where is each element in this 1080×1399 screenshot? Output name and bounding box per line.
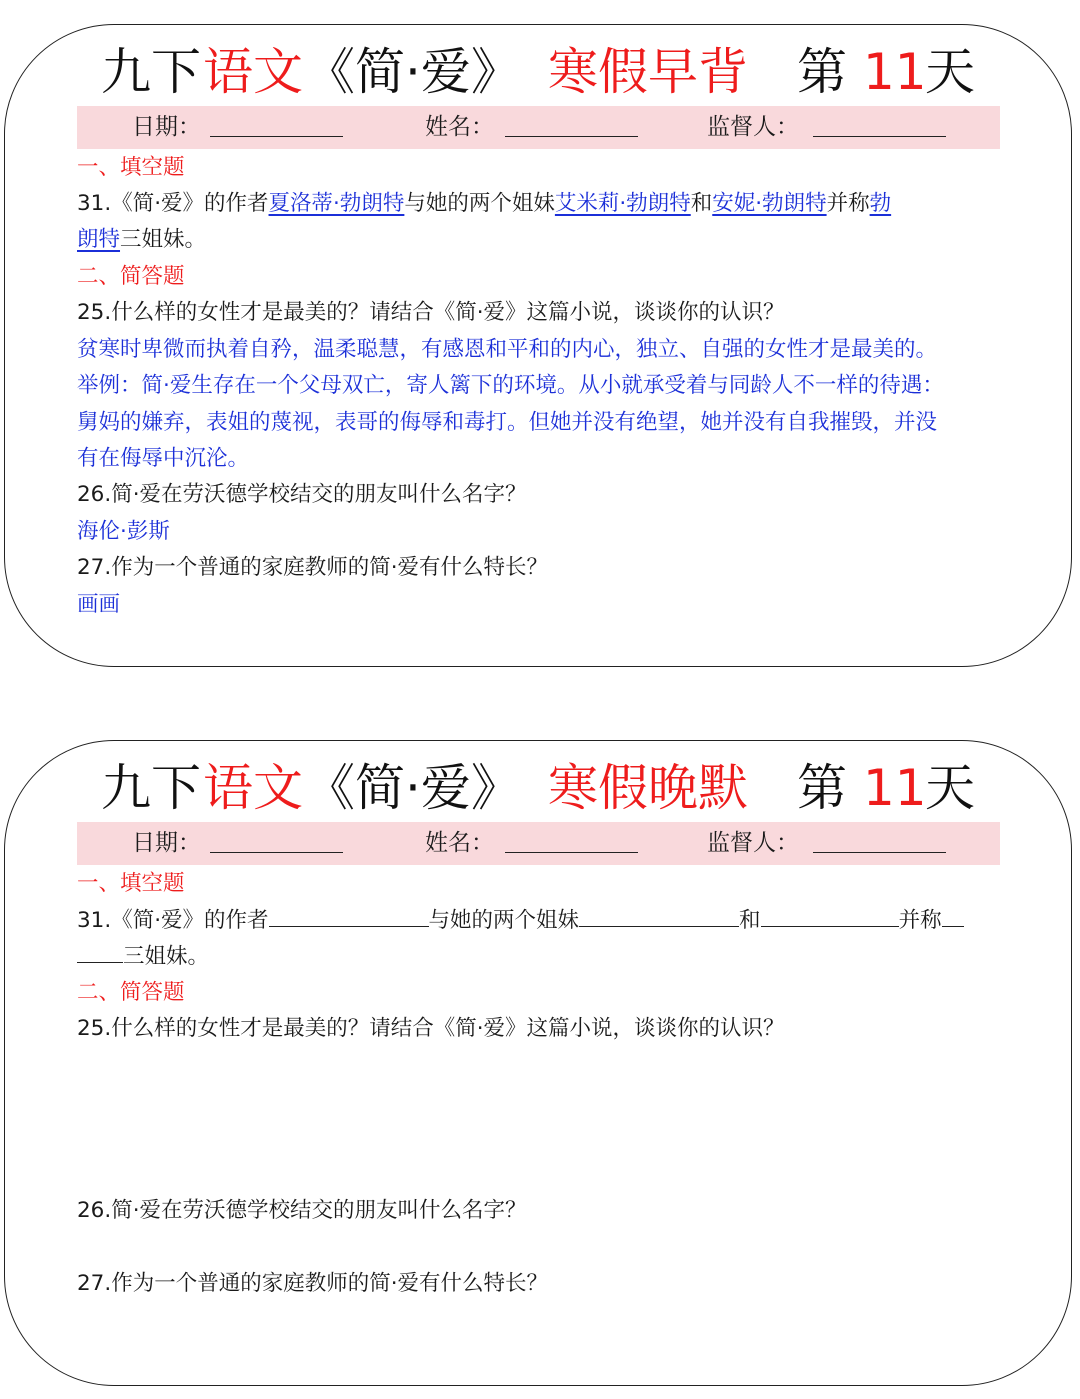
section-short-heading: 二、简答题 — [77, 980, 185, 1005]
section-fill-heading: 一、填空题 — [77, 155, 185, 180]
name-blank[interactable] — [505, 852, 638, 853]
q31-and: 和 — [739, 908, 761, 933]
q31-line-2 — [77, 938, 209, 974]
section-fill-heading: 一、填空题 — [77, 871, 185, 896]
q31-blank-collective-a[interactable] — [942, 902, 964, 927]
recitation-card-morning — [4, 24, 1072, 667]
q27-question: 27.作为一个普通的家庭教师的简·爱有什么特长？ — [77, 555, 549, 580]
q31-prefix: 31.《简·爱》的作者 — [77, 191, 269, 216]
date-label: 日期： — [132, 830, 201, 856]
q31-blank-collective-b[interactable] — [77, 938, 123, 963]
title-subject: 语文 — [203, 43, 303, 101]
supervisor-label: 监督人： — [707, 114, 799, 140]
title-subject: 语文 — [203, 759, 303, 817]
title-session: 寒假早背 — [548, 43, 748, 101]
q31-blank-sister-1[interactable] — [579, 902, 739, 927]
title-session: 寒假晚默 — [548, 759, 748, 817]
title-book: 《简·爱》 — [305, 43, 521, 101]
name-label: 姓名： — [425, 830, 494, 856]
title-day-number: 11 — [863, 759, 927, 817]
q31-blank-sister-2[interactable] — [761, 902, 899, 927]
date-blank[interactable] — [210, 136, 343, 137]
q31-answer-collective-b: 朗特 — [77, 227, 121, 252]
supervisor-blank[interactable] — [813, 136, 946, 137]
q31-mid1: 与她的两个姐妹 — [428, 908, 580, 933]
dictation-card-evening — [4, 740, 1072, 1386]
q31-end: 三姐妹。 — [123, 944, 210, 969]
q26-question: 26.简·爱在劳沃德学校结交的朋友叫什么名字？ — [77, 482, 527, 507]
q31-prefix: 31.《简·爱》的作者 — [77, 908, 269, 933]
q31-blank-author[interactable] — [269, 902, 429, 927]
q31-mid1: 与她的两个姐妹 — [404, 191, 555, 216]
date-label: 日期： — [132, 114, 201, 140]
title-grade: 九下 — [101, 43, 201, 101]
q25-answer-line-3: 舅妈的嫌弃，表姐的蔑视，表哥的侮辱和毒打。但她并没有绝望，她并没有自我摧毁，并没 — [77, 410, 938, 435]
title-day-prefix: 第 — [797, 759, 847, 817]
q31-answer-author: 夏洛蒂·勃朗特 — [268, 191, 405, 216]
q31-line-1 — [77, 902, 964, 938]
q31-answer-sister-2: 安妮·勃朗特 — [712, 191, 827, 216]
q25-question: 25.什么样的女性才是最美的？请结合《简·爱》这篇小说，谈谈你的认识？ — [77, 1016, 785, 1041]
q26-answer: 海伦·彭斯 — [77, 519, 170, 544]
q31-line-2 — [77, 222, 206, 258]
q26-question: 26.简·爱在劳沃德学校结交的朋友叫什么名字？ — [77, 1198, 527, 1223]
q31-answer-collective-a: 勃 — [869, 191, 892, 216]
date-blank[interactable] — [210, 852, 343, 853]
card-title — [5, 39, 1073, 105]
q31-end: 三姐妹。 — [120, 227, 207, 252]
q27-question: 27.作为一个普通的家庭教师的简·爱有什么特长？ — [77, 1271, 549, 1296]
title-grade: 九下 — [101, 759, 201, 817]
q31-line-1 — [77, 186, 891, 222]
q25-question: 25.什么样的女性才是最美的？请结合《简·爱》这篇小说，谈谈你的认识？ — [77, 300, 785, 325]
q31-mid2: 并称 — [898, 908, 942, 933]
q25-answer-line-1: 贫寒时卑微而执着自矜，温柔聪慧，有感恩和平和的内心，独立、自强的女性才是最美的。 — [77, 337, 938, 362]
q25-answer-line-4: 有在侮辱中沉沦。 — [77, 446, 250, 471]
title-day-suffix: 天 — [925, 43, 975, 101]
name-blank[interactable] — [505, 136, 638, 137]
title-book: 《简·爱》 — [305, 759, 521, 817]
name-label: 姓名： — [425, 114, 494, 140]
info-bar — [77, 106, 1000, 149]
supervisor-label: 监督人： — [707, 830, 799, 856]
q31-mid2: 并称 — [826, 191, 870, 216]
title-day-number: 11 — [863, 43, 927, 101]
card-title — [5, 755, 1073, 821]
q31-answer-sister-1: 艾米莉·勃朗特 — [554, 191, 691, 216]
q31-and: 和 — [690, 191, 713, 216]
title-day-prefix: 第 — [797, 43, 847, 101]
q25-answer-line-2: 举例：简·爱生存在一个父母双亡，寄人篱下的环境。从小就承受着与同龄人不一样的待遇： — [77, 373, 944, 398]
supervisor-blank[interactable] — [813, 852, 946, 853]
q27-answer: 画画 — [77, 592, 121, 617]
title-day-suffix: 天 — [925, 759, 975, 817]
info-bar — [77, 822, 1000, 865]
section-short-heading: 二、简答题 — [77, 264, 185, 289]
